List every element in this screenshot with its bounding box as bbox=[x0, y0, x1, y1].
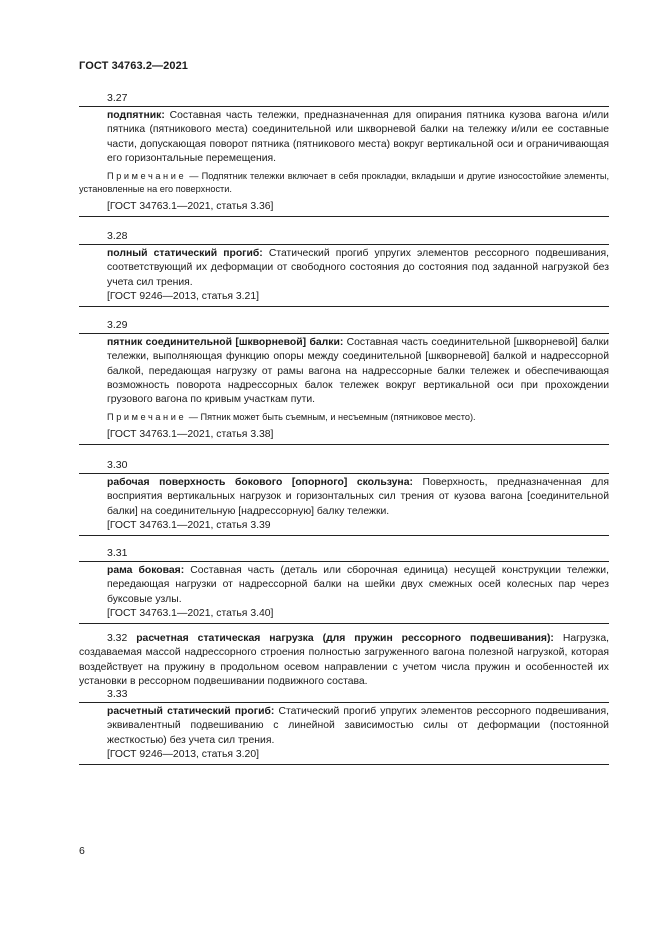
term-definition bbox=[79, 632, 609, 689]
term-title: рама боковая: bbox=[107, 565, 185, 576]
note-text: — Подпятник тележки включает в себя прокладки, вкладыши и другие износостойкие элементы, установленные на его поверхности. bbox=[79, 171, 609, 195]
term-3-32 bbox=[79, 632, 609, 689]
term-title: полный статический прогиб: bbox=[107, 248, 263, 259]
term-number-3-29: 3.29 bbox=[107, 319, 128, 331]
term-definition bbox=[107, 247, 609, 290]
term-title: рабочая поверхность бокового [опорного] скользуна: bbox=[107, 477, 413, 488]
term-box-3-33 bbox=[79, 702, 609, 765]
term-box-3-28 bbox=[79, 244, 609, 307]
term-number-3-28: 3.28 bbox=[107, 230, 128, 242]
term-number-3-32: 3.32 bbox=[107, 633, 128, 644]
definition-text: Составная часть (деталь или сборочная единица) несущей конструкции тележки, передающая нагрузки от надрессорной балки на шейки двух смежных осей колесных пар через буксовые узлы. bbox=[107, 565, 609, 605]
definition-text: Составная часть соединительной [шкворневой] балки тележки, выполняющая функцию опоры между соединительной [шкворневой] балкой и надрессорной балкой, передающая нагрузку от рамы вагона на надрессорные балки тележек и обеспечивающая возможность поворота надрессорных балок тележек вокруг вертикальной оси при прохождении грузового вагона по кривым участкам пути. bbox=[107, 337, 609, 406]
term-note bbox=[79, 411, 609, 424]
page-number: 6 bbox=[79, 845, 85, 857]
term-number-3-30: 3.30 bbox=[107, 459, 128, 471]
term-source: [ГОСТ 9246—2013, статья 3.21] bbox=[107, 290, 259, 302]
term-source: [ГОСТ 9246—2013, статья 3.20] bbox=[107, 748, 259, 760]
note-text: — Пятник может быть съемным, и несъемным (пятниковое место). bbox=[186, 412, 476, 423]
term-box-3-31 bbox=[79, 561, 609, 624]
document-header: ГОСТ 34763.2—2021 bbox=[79, 60, 189, 72]
term-source: [ГОСТ 34763.1—2021, статья 3.40] bbox=[107, 607, 274, 619]
definition-text: Нагрузка, создаваемая массой надрессорного строения полностью загруженного вагона полезной нагрузкой, которая воздействует на пружину в продольном осевом направлении с учетом числа пружин и особенностей их установки в рессорном подвешивании подвижного состава. bbox=[79, 633, 609, 687]
term-number-3-33: 3.33 bbox=[107, 688, 128, 700]
definition-text: Статический прогиб упругих элементов рессорного подвешивания, эквивалентный подвешиванию с линейной зависимостью силы от деформации (постоянной жесткостью) без учета сил трения. bbox=[107, 706, 609, 746]
note-label: Примечание bbox=[107, 171, 187, 182]
term-title: пятник соединительной [шкворневой] балки: bbox=[107, 337, 344, 348]
term-definition bbox=[107, 476, 609, 519]
term-note bbox=[79, 170, 609, 196]
term-source: [ГОСТ 34763.1—2021, статья 3.36] bbox=[107, 201, 274, 213]
definition-text: Статический прогиб упругих элементов рессорного подвешивания, соответствующий их деформации от свободного состояния до состояния под заданной нагрузкой без учета сил трения. bbox=[107, 248, 609, 288]
term-title: расчетный статический прогиб: bbox=[107, 706, 275, 717]
term-definition bbox=[107, 336, 609, 407]
term-box-3-30 bbox=[79, 473, 609, 536]
term-box-3-29 bbox=[79, 333, 609, 445]
note-label: Примечание bbox=[107, 412, 187, 423]
term-definition bbox=[107, 705, 609, 748]
term-title: подпятник: bbox=[107, 110, 165, 121]
term-definition bbox=[107, 564, 609, 607]
term-box-3-27 bbox=[79, 106, 609, 217]
term-title: расчетная статическая нагрузка (для пружин рессорного подвешивания): bbox=[136, 633, 554, 644]
definition-text: Поверхность, предназначенная для восприятия вертикальных нагрузок и горизонтальных сил трения от кузова вагона [соединительной балки] на соединительную [надрессорную] балку тележки. bbox=[107, 477, 609, 517]
term-number-3-31: 3.31 bbox=[107, 547, 128, 559]
term-source: [ГОСТ 34763.1—2021, статья 3.38] bbox=[107, 429, 274, 441]
definition-text: Составная часть тележки, предназначенная для опирания пятника кузова вагона и/или пятника (пятникового места) соединительной или шкворневой балки на тележку и/или ее составные части, допускающая поворот пятника (пятникового места) вокруг вертикальной оси и ограничивающая его горизонтальные перемещения. bbox=[107, 110, 609, 164]
term-number-3-27: 3.27 bbox=[107, 92, 128, 104]
term-source: [ГОСТ 34763.1—2021, статья 3.39 bbox=[107, 519, 271, 531]
term-definition bbox=[107, 109, 609, 166]
